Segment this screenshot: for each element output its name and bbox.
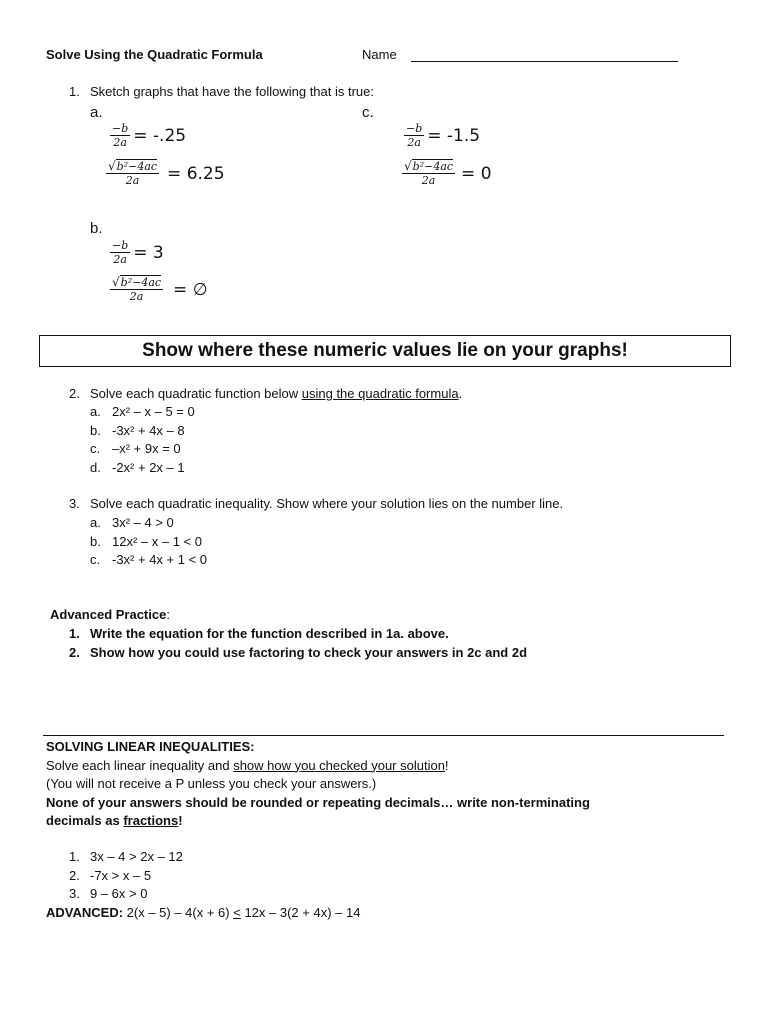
q2-item-b: b. -3x² + 4x – 8 <box>90 422 185 438</box>
advanced-item-2: 2. Show how you could use factoring to check your answers in 2c and 2d <box>69 644 528 660</box>
q1a-discriminant-expression <box>106 160 225 188</box>
fraction: $\frac{-b}{2a}$ <box>112 239 129 266</box>
name-blank-line[interactable] <box>411 61 678 62</box>
linear-item-3: 3. 9 – 6x > 0 <box>69 886 148 901</box>
sqrt-icon: √ <box>108 159 116 173</box>
q3-item-a: a. 3x² – 4 > 0 <box>90 515 174 530</box>
fraction: $\frac{\text{√b²−4ac}}{2a}$ <box>112 275 162 303</box>
linear-heading: SOLVING LINEAR INEQUALITIES: <box>46 739 255 754</box>
linear-section <box>46 738 590 831</box>
q1b-eq2-value: = ∅ <box>173 280 208 300</box>
advanced-item-1: 1. Write the equation for the function described in 1a. above. <box>69 626 449 641</box>
q1b-eq1-value: = 3 <box>133 243 164 263</box>
linear-advanced-problem: ADVANCED: 2(x – 5) – 4(x + 6) < 12x – 3(2 + 4x) – 14 <box>46 905 361 920</box>
q1c-vertex-expression <box>404 122 480 150</box>
q2-text: Solve each quadratic function below using the quadratic formula. <box>90 386 463 401</box>
q1c-label: c. <box>362 104 374 121</box>
q1a-vertex-expression <box>110 122 186 150</box>
banner-text: Show where these numeric values lie on your graphs! <box>142 340 628 361</box>
q2-number: 2. <box>69 386 80 401</box>
q3-number: 3. <box>69 496 80 511</box>
linear-instruction: Solve each linear inequality and show how you checked your solution! <box>46 757 449 773</box>
q2-underlined-phrase: using the quadratic formula <box>301 386 459 401</box>
q3-text: Solve each quadratic inequality. Show where your solution lies on the number line. <box>90 496 564 511</box>
q2-item-a: a. 2x² – x – 5 = 0 <box>90 404 195 419</box>
linear-item-1: 1. 3x – 4 > 2x – 12 <box>69 849 183 864</box>
name-label: Name <box>362 47 397 62</box>
q2-item-d: d. -2x² + 2x – 1 <box>90 459 185 475</box>
q1-text: Sketch graphs that have the following that is true: <box>90 84 375 99</box>
q2-items <box>90 403 195 477</box>
section-divider <box>43 735 724 736</box>
linear-items <box>69 848 183 904</box>
q1c-eq1-value: = -1.5 <box>427 126 481 146</box>
q3-item-c: c. -3x² + 4x + 1 < 0 <box>90 552 208 567</box>
less-equal-symbol: < <box>233 905 241 920</box>
q1a-eq1-value: = -.25 <box>133 126 187 146</box>
linear-note: (You will not receive a P unless you check your answers.) <box>46 776 377 791</box>
advanced-label: ADVANCED: <box>46 905 124 920</box>
worksheet-title: Solve Using the Quadratic Formula <box>46 47 263 62</box>
linear-warning-line1: None of your answers should be rounded or repeating decimals… write non-terminating <box>46 794 590 810</box>
fraction: $\frac{-b}{2a}$ <box>406 122 423 149</box>
q1a-label: a. <box>90 104 103 121</box>
q1b-label: b. <box>90 220 103 237</box>
linear-item-2: 2. -7x > x – 5 <box>69 867 152 883</box>
fraction: $\frac{\text{√b²−4ac}}{2a}$ <box>404 159 454 187</box>
advanced-practice-items <box>69 625 527 662</box>
fraction: $\frac{-b}{2a}$ <box>112 122 129 149</box>
q1b-vertex-expression <box>110 239 164 267</box>
linear-underlined-phrase: show how you checked your solution <box>233 757 445 773</box>
fractions-underlined: fractions <box>123 813 179 828</box>
instruction-banner <box>39 335 731 367</box>
advanced-practice-heading: Advanced Practice: <box>50 607 170 622</box>
fraction: $\frac{\text{√b²−4ac}}{2a}$ <box>108 159 158 187</box>
q1-number: 1. <box>69 84 80 99</box>
q3-item-b: b. 12x² – x – 1 < 0 <box>90 533 202 549</box>
q1b-discriminant-expression <box>110 276 208 304</box>
sqrt-icon: √ <box>112 275 120 289</box>
q2-item-c: c. –x² + 9x = 0 <box>90 441 181 456</box>
sqrt-icon: √ <box>404 159 412 173</box>
q1c-eq2-value: = 0 <box>461 164 492 184</box>
q1c-discriminant-expression <box>402 160 492 188</box>
linear-warning-line2: decimals as fractions! <box>46 813 183 828</box>
q3-items <box>90 514 207 570</box>
q1a-eq2-value: = 6.25 <box>167 164 225 184</box>
